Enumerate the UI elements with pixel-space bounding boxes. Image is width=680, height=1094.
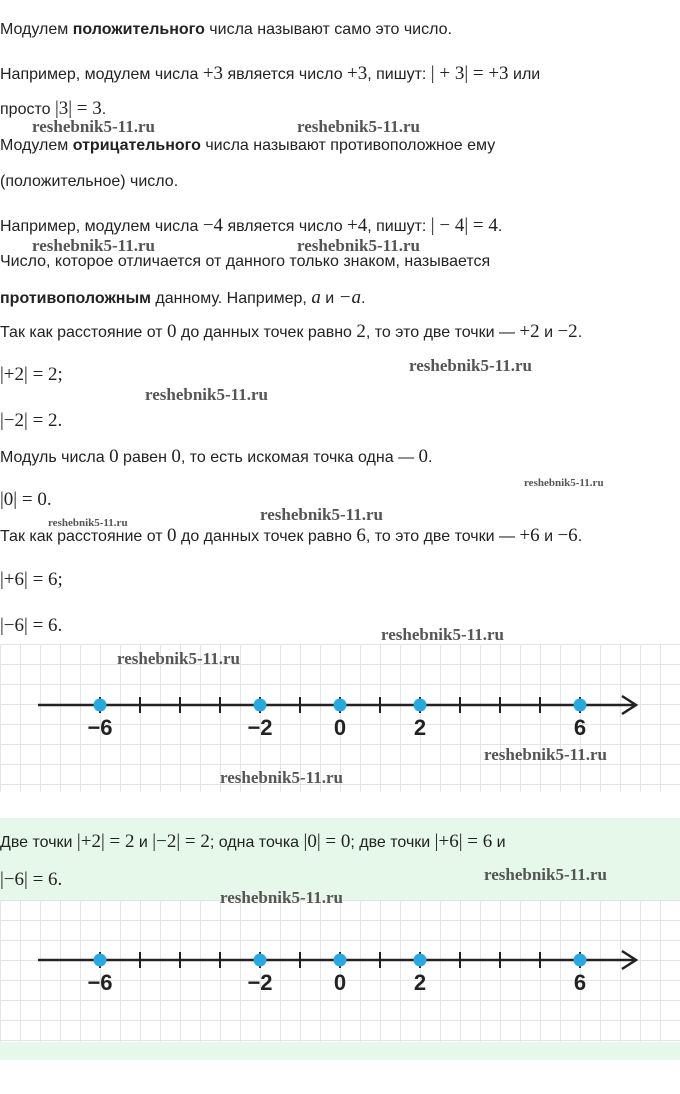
answer-line-2: |−6| = 6.: [0, 869, 63, 890]
text-line-2: Например, модулем числа +3 является число +3, пишут: | + 3| = +3 или: [0, 63, 541, 84]
watermark: reshebnik5-11.ru: [484, 745, 607, 764]
number-line-2: [0, 900, 680, 1042]
point-label: −2: [247, 970, 273, 995]
number-line-grid-2: [0, 900, 680, 1042]
text-line-1: Модулем положительного числа называют само это число.: [0, 21, 452, 38]
point-label: 2: [413, 970, 427, 995]
point-marker: [94, 699, 107, 712]
text-line-12: Модуль числа 0 равен 0, то есть искомая точка одна — 0.: [0, 446, 433, 467]
watermark: reshebnik5-11.ru: [381, 625, 504, 644]
point-marker: [414, 954, 427, 967]
point-label: 2: [413, 715, 427, 740]
text-line-13: |0| = 0.: [0, 489, 52, 510]
watermark: reshebnik5-11.ru: [297, 117, 420, 136]
watermark: reshebnik5-11.ru: [145, 385, 268, 404]
point-marker: [254, 699, 267, 712]
watermark: reshebnik5-11.ru: [409, 356, 532, 375]
text-line-7: Число, которое отличается от данного только знаком, называется: [0, 253, 491, 270]
point-label: −6: [87, 970, 113, 995]
point-label: −6: [87, 715, 113, 740]
point-label: 0: [333, 970, 347, 995]
answer-box-footer: [0, 1042, 680, 1060]
point-marker: [334, 699, 347, 712]
point-label: 6: [573, 715, 587, 740]
text-line-10: |+2| = 2;: [0, 364, 63, 385]
watermark: reshebnik5-11.ru: [117, 649, 240, 668]
point-label: −2: [247, 715, 273, 740]
text-line-4: Модулем отрицательного числа называют противоположное ему: [0, 137, 496, 154]
point-label: 0: [333, 715, 347, 740]
text-line-15: |+6| = 6;: [0, 569, 63, 590]
watermark: reshebnik5-11.ru: [220, 888, 343, 907]
point-marker: [254, 954, 267, 967]
watermark: reshebnik5-11.ru: [32, 117, 155, 136]
point-marker: [414, 699, 427, 712]
text-line-5: (положительное) число.: [0, 173, 179, 190]
watermark: reshebnik5-11.ru: [484, 865, 607, 884]
watermark: reshebnik5-11.ru: [32, 236, 155, 255]
answer-line-1: Две точки |+2| = 2 и |−2| = 2; одна точка |0| = 0; две точки |+6| = 6 и: [0, 831, 506, 852]
text-line-11: |−2| = 2.: [0, 410, 63, 431]
point-marker: [574, 954, 587, 967]
text-line-3: просто |3| = 3.: [0, 98, 107, 119]
point-marker: [334, 954, 347, 967]
text-line-9: Так как расстояние от 0 до данных точек равно 2, то это две точки — +2 и −2.: [0, 321, 583, 342]
text-line-14: Так как расстояние от 0 до данных точек равно 6, то это две точки — +6 и −6.: [0, 525, 583, 546]
watermark: reshebnik5-11.ru: [220, 768, 343, 787]
watermark: reshebnik5-11.ru: [297, 236, 420, 255]
text-line-16: |−6| = 6.: [0, 615, 63, 636]
watermark: reshebnik5-11.ru: [260, 505, 383, 524]
point-marker: [94, 954, 107, 967]
text-line-8: противоположным данному. Например, a и −a.: [0, 287, 366, 308]
point-marker: [574, 699, 587, 712]
text-line-6: Например, модулем числа −4 является число +4, пишут: | − 4| = 4.: [0, 215, 503, 236]
watermark: reshebnik5-11.ru: [524, 477, 604, 489]
watermark: reshebnik5-11.ru: [48, 517, 128, 529]
point-label: 6: [573, 970, 587, 995]
